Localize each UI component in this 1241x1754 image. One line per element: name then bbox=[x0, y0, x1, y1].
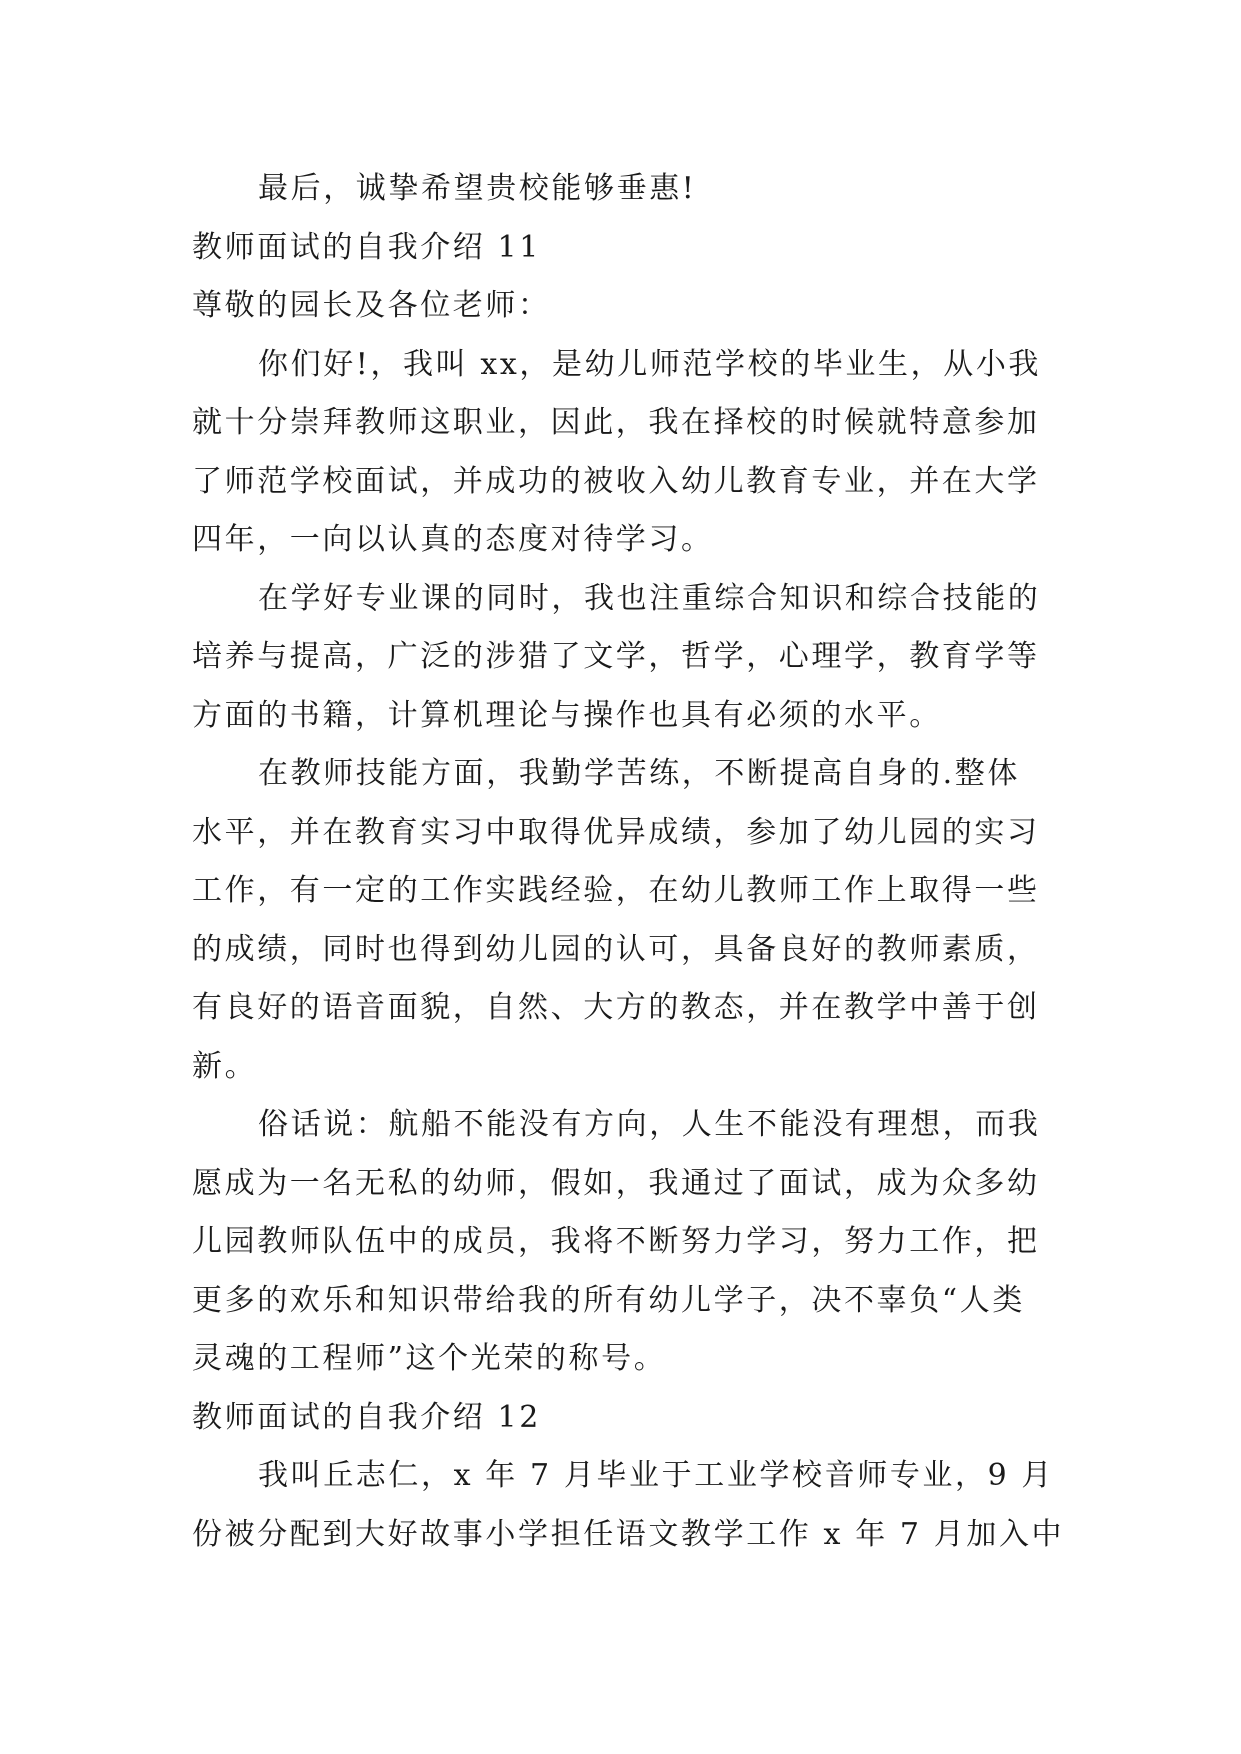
text-line: 在学好专业课的同时，我也注重综合知识和综合技能的 bbox=[258, 580, 1041, 616]
section-heading: 教师面试的自我介绍 11 bbox=[192, 229, 541, 265]
text-line: 就十分崇拜教师这职业，因此，我在择校的时候就特意参加 bbox=[192, 405, 1040, 440]
text-line: 愿成为一名无私的幼师，假如，我通过了面试，成为众多幼 bbox=[192, 1165, 1040, 1201]
document-body bbox=[192, 160, 1072, 1564]
text-line: 了师范学校面试，并成功的被收入幼儿教育专业，并在大学 bbox=[192, 463, 1040, 499]
text-line: 新。 bbox=[192, 1048, 258, 1084]
salutation: 尊敬的园长及各位老师： bbox=[192, 288, 551, 323]
text-line: 培养与提高，广泛的涉猎了文学，哲学，心理学，教育学等 bbox=[192, 639, 1040, 674]
text-line: 儿园教师队伍中的成员，我将不断努力学习，努力工作，把 bbox=[192, 1224, 1040, 1259]
text-line: 工作，有一定的工作实践经验，在幼儿教师工作上取得一些 bbox=[192, 873, 1040, 908]
text-line: 四年，一向以认真的态度对待学习。 bbox=[192, 522, 714, 557]
text-line: 俗话说：航船不能没有方向，人生不能没有理想，而我 bbox=[258, 1107, 1041, 1142]
text-line: 有良好的语音面貌，自然、大方的教态，并在教学中善于创 bbox=[192, 990, 1040, 1025]
text-line: 你们好!，我叫 xx，是幼儿师范学校的毕业生，从小我 bbox=[258, 346, 1042, 382]
text-line: 份被分配到大好故事小学担任语文教学工作 x 年 7 月加入中 bbox=[192, 1516, 1065, 1552]
text-line: 最后，诚挚希望贵校能够垂惠! bbox=[258, 171, 697, 206]
text-line: 灵魂的工程师”这个光荣的称号。 bbox=[192, 1341, 667, 1376]
section-heading: 教师面试的自我介绍 12 bbox=[192, 1399, 541, 1435]
text-line: 的成绩，同时也得到幼儿园的认可，具备良好的教师素质， bbox=[192, 931, 1040, 967]
text-line: 我叫丘志仁，x 年 7 月毕业于工业学校音师专业，9 月 bbox=[258, 1458, 1055, 1493]
text-line: 水平，并在教育实习中取得优异成绩，参加了幼儿园的实习 bbox=[192, 814, 1040, 850]
text-line: 方面的书籍，计算机理论与操作也具有必须的水平。 bbox=[192, 697, 942, 733]
text-line: 在教师技能方面，我勤学苦练，不断提高自身的.整体 bbox=[258, 756, 1020, 791]
text-line: 更多的欢乐和知识带给我的所有幼儿学子，决不辜负“人类 bbox=[192, 1282, 1025, 1318]
